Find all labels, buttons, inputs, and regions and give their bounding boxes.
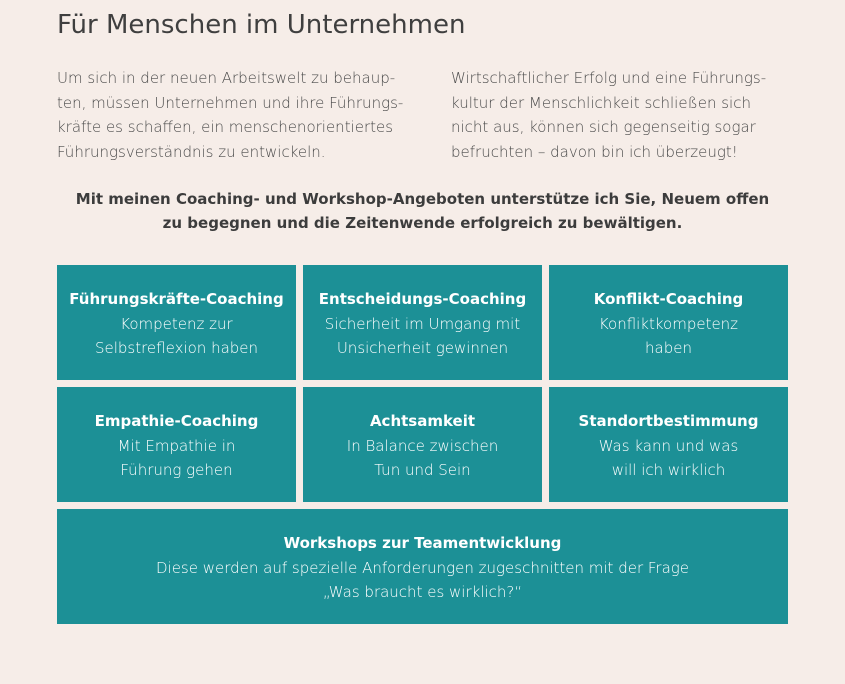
tile-empathie-coaching[interactable] [57,387,296,502]
tile-standortbestimmung[interactable] [549,387,788,502]
intro-right-paragraph [451,66,788,164]
intro-left-paragraph [57,66,405,164]
tile-text: haben [645,339,692,357]
tile-title: Workshops zur Teamentwicklung [283,534,562,552]
intro-section [57,66,788,164]
intro-left-line: Führungsverständnis zu entwickeln. [57,142,326,161]
tile-text: Selbstreflexion haben [94,339,259,357]
intro-right-line: Wirtschaftlicher Erfolg und eine Führungs- [451,69,767,87]
tile-title: Achtsamkeit [369,412,476,430]
tile-text: Unsicherheit gewinnen [336,339,509,357]
tile-text: Sicherheit im Umgang mit [324,314,521,333]
tile-text: In Balance zwischen [346,436,499,455]
tile-title: Standortbestimmung [578,412,759,430]
tile-konflikt-coaching[interactable] [549,265,788,380]
tile-title: Konflikt-Coaching [593,290,744,308]
intro-left-line: ten, müssen Unternehmen und ihre Führungs- [57,93,404,112]
lead-line-1: Mit meinen Coaching- und Workshop-Angeboten unterstütze ich Sie, Neuem offen [75,190,770,208]
tile-text: Diese werden auf spezielle Anforderungen zugeschnitten mit der Frage [155,558,690,577]
tile-text: Konfliktkompetenz [598,314,739,333]
offer-grid [57,265,788,624]
tile-text: Tun und Sein [374,461,471,479]
intro-left-line: kräfte es schaffen, ein menschenorientiertes [57,118,394,136]
tile-workshops-teamentwicklung[interactable] [57,509,788,624]
tile-fuehrungskraefte-coaching[interactable] [57,265,296,380]
tile-text: Was kann und was [598,436,739,455]
page-title: Für Menschen im Unternehmen [57,10,466,40]
intro-right-line: kultur der Menschlichkeit schließen sich [451,93,751,112]
tile-title: Entscheidungs-Coaching [318,290,527,308]
tile-text: Mit Empathie in [117,436,236,455]
tile-title: Empathie-Coaching [94,412,259,430]
intro-right-line: nicht aus, können sich gegenseitig sogar [451,118,756,136]
intro-right-line: befruchten – davon bin ich überzeugt! [451,142,738,161]
intro-left-line: Um sich in der neuen Arbeitswelt zu behaup- [57,69,396,87]
tile-text: „Was braucht es wirklich?“ [322,583,523,601]
tile-text: will ich wirklich [611,461,726,479]
tile-text: Führung gehen [120,461,233,479]
lead-statement [57,187,788,235]
tile-text: Kompetenz zur [120,314,233,333]
lead-line-2: zu begegnen und die Zeitenwende erfolgreich zu bewältigen. [162,214,683,232]
tile-entscheidungs-coaching[interactable] [303,265,542,380]
tile-achtsamkeit[interactable] [303,387,542,502]
tile-title: Führungskräfte-Coaching [69,290,284,308]
